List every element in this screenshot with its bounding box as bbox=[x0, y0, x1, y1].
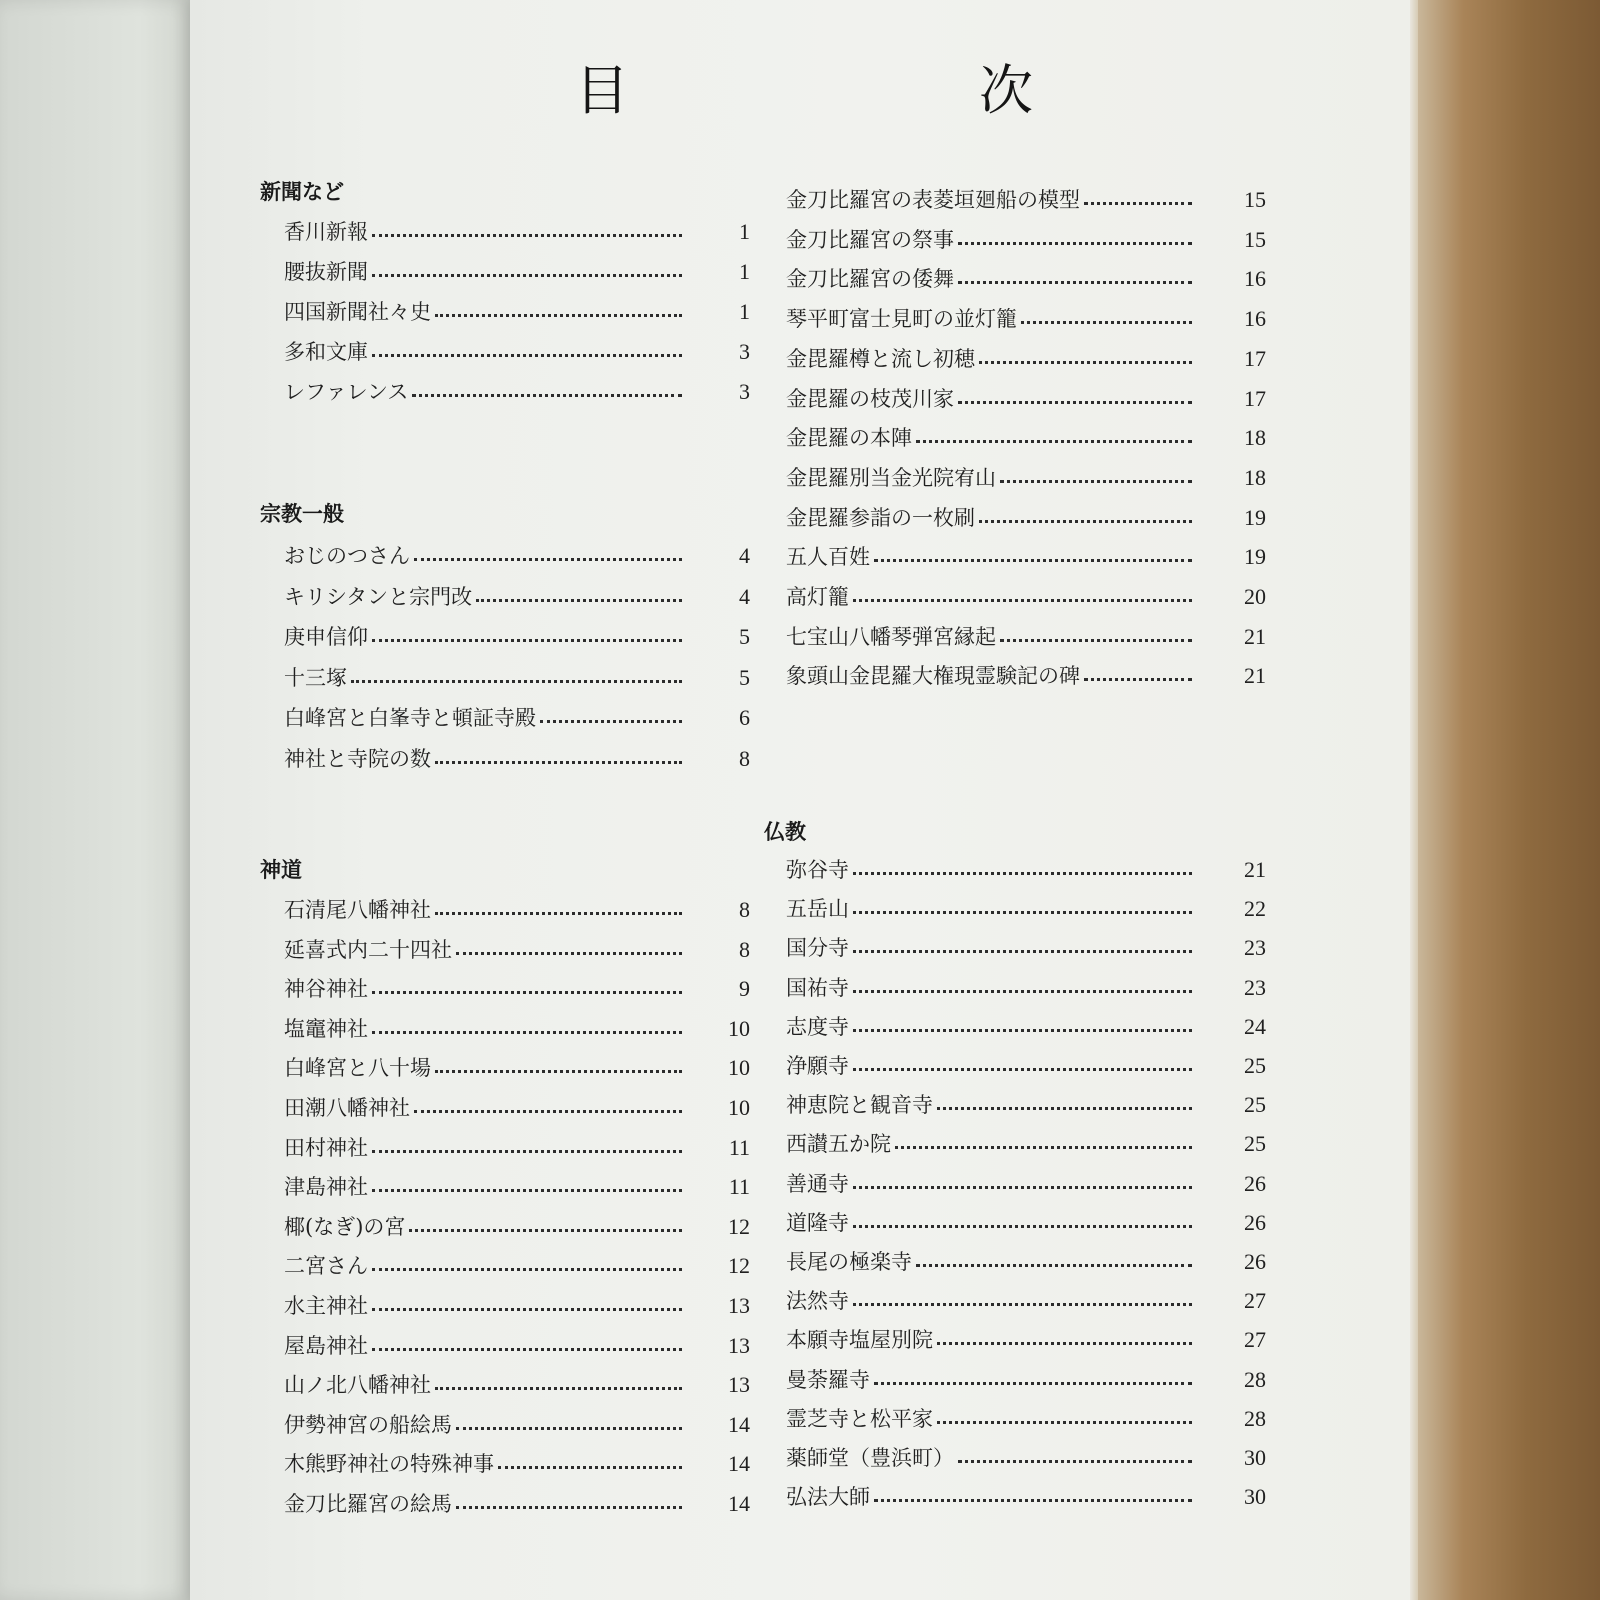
toc-entry bbox=[284, 296, 750, 328]
toc-entry bbox=[786, 1011, 1266, 1043]
toc-entry-title: 五岳山 bbox=[786, 897, 849, 922]
toc-entry-page-number: 20 bbox=[1244, 584, 1266, 609]
toc-entry bbox=[786, 1128, 1266, 1160]
toc-entry-page-number: 10 bbox=[728, 1015, 750, 1041]
toc-entry-page-number: 1 bbox=[739, 299, 750, 324]
toc-entry-title: 金毘羅の本陣 bbox=[786, 426, 912, 451]
toc-entry-page-number: 25 bbox=[1244, 1092, 1266, 1118]
dot-leader bbox=[456, 948, 682, 955]
toc-entry-page-number: 10 bbox=[728, 1095, 750, 1120]
toc-entry-title: 国分寺 bbox=[786, 936, 849, 961]
dot-leader bbox=[853, 986, 1192, 993]
toc-entry bbox=[284, 743, 750, 775]
toc-entry-page-number: 26 bbox=[1244, 1249, 1266, 1274]
dot-leader bbox=[435, 1383, 682, 1390]
toc-entry bbox=[786, 1481, 1266, 1513]
dot-leader bbox=[853, 1025, 1192, 1032]
toc-entry-page-number: 28 bbox=[1244, 1405, 1266, 1431]
toc-entry bbox=[786, 621, 1266, 653]
toc-entry bbox=[284, 1330, 750, 1362]
toc-entry bbox=[786, 1089, 1266, 1121]
toc-entry-title: 道隆寺 bbox=[786, 1210, 849, 1235]
toc-entry-title: 山ノ北八幡神社 bbox=[284, 1373, 431, 1398]
toc-entry-page-number: 17 bbox=[1244, 385, 1266, 411]
toc-entry-page-number: 25 bbox=[1244, 1131, 1266, 1157]
dot-leader bbox=[916, 436, 1192, 443]
toc-entry bbox=[786, 422, 1266, 454]
toc-entry bbox=[284, 1092, 750, 1124]
toc-entry-page-number: 24 bbox=[1244, 1013, 1266, 1039]
toc-entry-title: 法然寺 bbox=[786, 1289, 849, 1314]
toc-entry-title: 田潮八幡神社 bbox=[284, 1096, 410, 1120]
dot-leader bbox=[1021, 317, 1192, 324]
toc-entry-title: 田村神社 bbox=[284, 1135, 368, 1160]
toc-entry-page-number: 6 bbox=[739, 705, 750, 730]
dot-leader bbox=[372, 1027, 682, 1034]
toc-entry-title: 国祐寺 bbox=[786, 975, 849, 1000]
toc-entry-title: 多和文庫 bbox=[284, 340, 368, 364]
dot-leader bbox=[874, 1378, 1192, 1385]
toc-entry-page-number: 25 bbox=[1244, 1053, 1266, 1078]
dot-leader bbox=[853, 1299, 1192, 1306]
toc-entry-page-number: 8 bbox=[739, 897, 750, 922]
toc-entry-title: 曼荼羅寺 bbox=[786, 1367, 870, 1392]
dot-leader bbox=[372, 1304, 682, 1311]
toc-entry bbox=[284, 1013, 750, 1045]
toc-entry-title: 本願寺塩屋別院 bbox=[786, 1328, 933, 1353]
toc-entry bbox=[786, 1403, 1266, 1435]
toc-entry-title: 金刀比羅宮の絵馬 bbox=[284, 1492, 452, 1516]
dot-leader bbox=[958, 277, 1192, 284]
toc-entry-page-number: 23 bbox=[1244, 935, 1266, 961]
toc-entry-page-number: 28 bbox=[1244, 1366, 1266, 1392]
toc-entry-page-number: 18 bbox=[1244, 425, 1266, 451]
toc-entry-title: 琴平町富士見町の並灯籠 bbox=[786, 307, 1017, 332]
dot-leader bbox=[414, 554, 682, 561]
toc-entry bbox=[284, 1211, 750, 1243]
dot-leader bbox=[1084, 674, 1192, 681]
toc-entry bbox=[284, 1369, 750, 1401]
dot-leader bbox=[435, 908, 682, 915]
dot-leader bbox=[874, 1495, 1192, 1502]
dot-leader bbox=[853, 868, 1192, 875]
toc-entry bbox=[786, 184, 1266, 216]
section-heading: 宗教一般 bbox=[260, 502, 344, 526]
toc-entry-title: 象頭山金毘羅大権現霊験記の碑 bbox=[786, 664, 1080, 689]
toc-entry-page-number: 14 bbox=[728, 1451, 750, 1477]
toc-entry-page-number: 10 bbox=[728, 1055, 750, 1081]
toc-entry-title: 神社と寺院の数 bbox=[284, 746, 431, 771]
toc-entry-page-number: 26 bbox=[1244, 1209, 1266, 1235]
toc-entry-title: 十三塚 bbox=[284, 665, 347, 690]
toc-entry-page-number: 26 bbox=[1244, 1170, 1266, 1196]
toc-entry-title: 伊勢神宮の船絵馬 bbox=[284, 1412, 452, 1437]
section-heading: 新聞など bbox=[260, 180, 344, 204]
toc-entry-page-number: 4 bbox=[739, 583, 750, 609]
toc-entry bbox=[284, 336, 750, 368]
dot-leader bbox=[979, 357, 1192, 364]
toc-entry-title: 志度寺 bbox=[786, 1014, 849, 1039]
toc-entry-page-number: 19 bbox=[1244, 544, 1266, 570]
toc-entry bbox=[786, 541, 1266, 573]
dot-leader bbox=[853, 1221, 1192, 1228]
dot-leader bbox=[853, 1064, 1192, 1071]
dot-leader bbox=[456, 1423, 682, 1430]
toc-entry bbox=[786, 1246, 1266, 1278]
toc-entry bbox=[786, 343, 1266, 375]
toc-entry bbox=[786, 1050, 1266, 1082]
facing-left-page bbox=[0, 0, 200, 1600]
dot-leader bbox=[412, 390, 682, 397]
toc-entry bbox=[786, 1207, 1266, 1239]
toc-entry bbox=[786, 1285, 1266, 1317]
dot-leader bbox=[853, 595, 1192, 602]
toc-entry-title: 金毘羅樽と流し初穂 bbox=[786, 346, 975, 371]
toc-entry-title: 四国新聞社々史 bbox=[284, 300, 431, 324]
toc-entry-page-number: 17 bbox=[1244, 345, 1266, 371]
toc-entry bbox=[786, 502, 1266, 534]
dot-leader bbox=[874, 555, 1192, 562]
toc-entry-page-number: 5 bbox=[739, 624, 750, 649]
toc-entry-page-number: 5 bbox=[739, 664, 750, 690]
dot-leader bbox=[853, 1182, 1192, 1189]
toc-entry bbox=[284, 216, 750, 248]
toc-entry bbox=[786, 581, 1266, 613]
dot-leader bbox=[456, 1502, 682, 1509]
toc-entry-page-number: 22 bbox=[1244, 896, 1266, 922]
toc-entry bbox=[786, 1324, 1266, 1356]
toc-entry-title: 金毘羅参詣の一枚刷 bbox=[786, 505, 975, 530]
dot-leader bbox=[435, 1066, 682, 1073]
toc-entry bbox=[284, 1488, 750, 1520]
toc-entry-title: 屋島神社 bbox=[284, 1333, 368, 1358]
toc-entry-title: おじのつさん bbox=[284, 544, 410, 568]
toc-entry bbox=[284, 934, 750, 966]
toc-entry-title: 水主神社 bbox=[284, 1294, 368, 1318]
toc-entry-page-number: 3 bbox=[739, 339, 750, 364]
toc-entry-page-number: 30 bbox=[1244, 1484, 1266, 1510]
dot-leader bbox=[937, 1103, 1192, 1110]
toc-entry-title: 金刀比羅宮の祭事 bbox=[786, 227, 954, 252]
toc-entry-page-number: 9 bbox=[739, 976, 750, 1002]
dot-leader bbox=[1000, 635, 1192, 642]
toc-entry-page-number: 21 bbox=[1244, 857, 1266, 882]
toc-entry-title: 神谷神社 bbox=[284, 977, 368, 1002]
dot-leader bbox=[1084, 198, 1192, 205]
toc-entry-page-number: 8 bbox=[739, 745, 750, 771]
toc-entry-title: 金刀比羅宮の倭舞 bbox=[786, 267, 954, 292]
toc-entry-title: 金毘羅の枝茂川家 bbox=[786, 386, 954, 411]
toc-entry-page-number: 18 bbox=[1244, 464, 1266, 490]
toc-entry-page-number: 14 bbox=[728, 1491, 750, 1516]
toc-entry-title: 弥谷寺 bbox=[786, 858, 849, 882]
toc-entry-page-number: 27 bbox=[1244, 1288, 1266, 1314]
toc-entry-title: 白峰宮と八十場 bbox=[284, 1056, 431, 1081]
toc-entry bbox=[786, 263, 1266, 295]
toc-entry bbox=[284, 540, 750, 572]
toc-entry bbox=[284, 1052, 750, 1084]
dot-leader bbox=[916, 1260, 1192, 1267]
toc-entry bbox=[786, 932, 1266, 964]
toc-entry bbox=[284, 1171, 750, 1203]
dot-leader bbox=[372, 635, 682, 642]
dot-leader bbox=[372, 230, 682, 237]
toc-entry-page-number: 16 bbox=[1244, 266, 1266, 292]
toc-entry-title: 白峰宮と白峯寺と頓証寺殿 bbox=[284, 706, 536, 730]
toc-entry bbox=[786, 854, 1266, 886]
toc-entry-page-number: 15 bbox=[1244, 226, 1266, 252]
toc-entry-page-number: 23 bbox=[1244, 974, 1266, 1000]
toc-entry bbox=[786, 1364, 1266, 1396]
dot-leader bbox=[853, 946, 1192, 953]
dot-leader bbox=[937, 1338, 1192, 1345]
toc-entry bbox=[786, 462, 1266, 494]
dot-leader bbox=[409, 1225, 682, 1232]
dot-leader bbox=[958, 1456, 1192, 1463]
toc-entry-page-number: 13 bbox=[728, 1332, 750, 1358]
toc-entry-page-number: 11 bbox=[728, 1134, 750, 1160]
dot-leader bbox=[414, 1106, 682, 1113]
toc-entry-title: 高灯籠 bbox=[786, 585, 849, 609]
toc-entry-page-number: 1 bbox=[739, 259, 750, 284]
toc-entry-title: 長尾の極楽寺 bbox=[786, 1250, 912, 1274]
toc-entry bbox=[786, 224, 1266, 256]
toc-entry bbox=[786, 660, 1266, 692]
toc-entry-page-number: 4 bbox=[739, 543, 750, 568]
toc-entry-title: 二宮さん bbox=[284, 1254, 368, 1279]
toc-entry bbox=[284, 1132, 750, 1164]
toc-entry-page-number: 27 bbox=[1244, 1327, 1266, 1353]
toc-entry-title: 延喜式内二十四社 bbox=[284, 937, 452, 962]
toc-entry bbox=[786, 972, 1266, 1004]
dot-leader bbox=[476, 595, 682, 602]
toc-entry-title: 薬師堂（豊浜町） bbox=[786, 1446, 954, 1470]
toc-entry-page-number: 19 bbox=[1244, 504, 1266, 530]
toc-entry-title: 木熊野神社の特殊神事 bbox=[284, 1452, 494, 1477]
toc-entry bbox=[284, 1409, 750, 1441]
toc-entry bbox=[284, 894, 750, 926]
toc-entry-page-number: 13 bbox=[728, 1293, 750, 1318]
toc-entry-page-number: 1 bbox=[739, 219, 750, 244]
toc-entry bbox=[786, 1442, 1266, 1474]
dot-leader bbox=[351, 676, 682, 683]
dot-leader bbox=[958, 238, 1192, 245]
toc-entry-page-number: 3 bbox=[739, 379, 750, 404]
toc-entry-title: 神恵院と観音寺 bbox=[786, 1093, 933, 1118]
toc-entry-page-number: 12 bbox=[728, 1213, 750, 1239]
toc-entry-title: キリシタンと宗門改 bbox=[284, 584, 473, 609]
toc-entry bbox=[284, 1290, 750, 1322]
toc-entry-title: 西讃五か院 bbox=[786, 1132, 891, 1157]
toc-entry-title: 金毘羅別当金光院宥山 bbox=[786, 465, 996, 490]
section-heading: 仏教 bbox=[764, 820, 806, 844]
toc-entry-page-number: 14 bbox=[728, 1411, 750, 1437]
toc-entry-title: 庚申信仰 bbox=[284, 625, 368, 649]
toc-entry-title: 五人百姓 bbox=[786, 545, 870, 570]
toc-entry bbox=[284, 662, 750, 694]
toc-entry-title: 七宝山八幡琴弾宮縁起 bbox=[786, 624, 996, 649]
toc-entry bbox=[284, 973, 750, 1005]
toc-entry bbox=[786, 303, 1266, 335]
dot-leader bbox=[540, 716, 682, 723]
toc-entry bbox=[284, 581, 750, 613]
toc-entry-title: 津島神社 bbox=[284, 1175, 368, 1200]
toc-entry-title: 霊芝寺と松平家 bbox=[786, 1406, 933, 1431]
toc-entry-title: 金刀比羅宮の表菱垣廻船の模型 bbox=[786, 188, 1080, 212]
toc-entry bbox=[284, 256, 750, 288]
toc-entry-title: 石清尾八幡神社 bbox=[284, 898, 431, 922]
dot-leader bbox=[372, 270, 682, 277]
toc-entry-title: 香川新報 bbox=[284, 220, 368, 244]
toc-entry-title: 腰抜新聞 bbox=[284, 260, 368, 284]
dot-leader bbox=[435, 310, 682, 317]
toc-entry-title: 椰(なぎ)の宮 bbox=[284, 1214, 406, 1239]
dot-leader bbox=[435, 757, 682, 764]
toc-entry-title: 善通寺 bbox=[786, 1171, 849, 1196]
dot-leader bbox=[498, 1462, 682, 1469]
toc-entry-page-number: 13 bbox=[728, 1372, 750, 1398]
toc-entry-page-number: 12 bbox=[728, 1253, 750, 1279]
toc-entry-page-number: 8 bbox=[739, 936, 750, 962]
dot-leader bbox=[372, 1344, 682, 1351]
toc-entry-title: 弘法大師 bbox=[786, 1485, 870, 1510]
toc-entry bbox=[284, 621, 750, 653]
toc-entry-title: 塩竈神社 bbox=[284, 1016, 368, 1041]
toc-entry bbox=[786, 893, 1266, 925]
toc-entry-page-number: 21 bbox=[1244, 623, 1266, 649]
dot-leader bbox=[372, 350, 682, 357]
toc-entry bbox=[786, 1168, 1266, 1200]
toc-entry-page-number: 16 bbox=[1244, 306, 1266, 332]
toc-entry bbox=[284, 702, 750, 734]
toc-entry bbox=[786, 383, 1266, 415]
dot-leader bbox=[372, 987, 682, 994]
dot-leader bbox=[937, 1417, 1192, 1424]
page-title: 目 次 bbox=[575, 59, 1181, 122]
toc-entry-page-number: 15 bbox=[1244, 187, 1266, 212]
book-cover-edge bbox=[1418, 0, 1600, 1600]
toc-entry-title: 浄願寺 bbox=[786, 1054, 849, 1078]
dot-leader bbox=[895, 1142, 1192, 1149]
dot-leader bbox=[1000, 476, 1192, 483]
dot-leader bbox=[853, 907, 1192, 914]
dot-leader bbox=[958, 397, 1192, 404]
toc-entry-page-number: 21 bbox=[1244, 663, 1266, 689]
dot-leader bbox=[372, 1146, 682, 1153]
dot-leader bbox=[979, 516, 1192, 523]
toc-entry bbox=[284, 1250, 750, 1282]
dot-leader bbox=[372, 1264, 682, 1271]
toc-entry bbox=[284, 1448, 750, 1480]
toc-entry-page-number: 30 bbox=[1244, 1445, 1266, 1470]
toc-entry-page-number: 11 bbox=[728, 1174, 750, 1200]
toc-entry bbox=[284, 376, 750, 408]
section-heading: 神道 bbox=[260, 858, 302, 882]
dot-leader bbox=[372, 1185, 682, 1192]
toc-entry-title: レファレンス bbox=[284, 380, 409, 404]
